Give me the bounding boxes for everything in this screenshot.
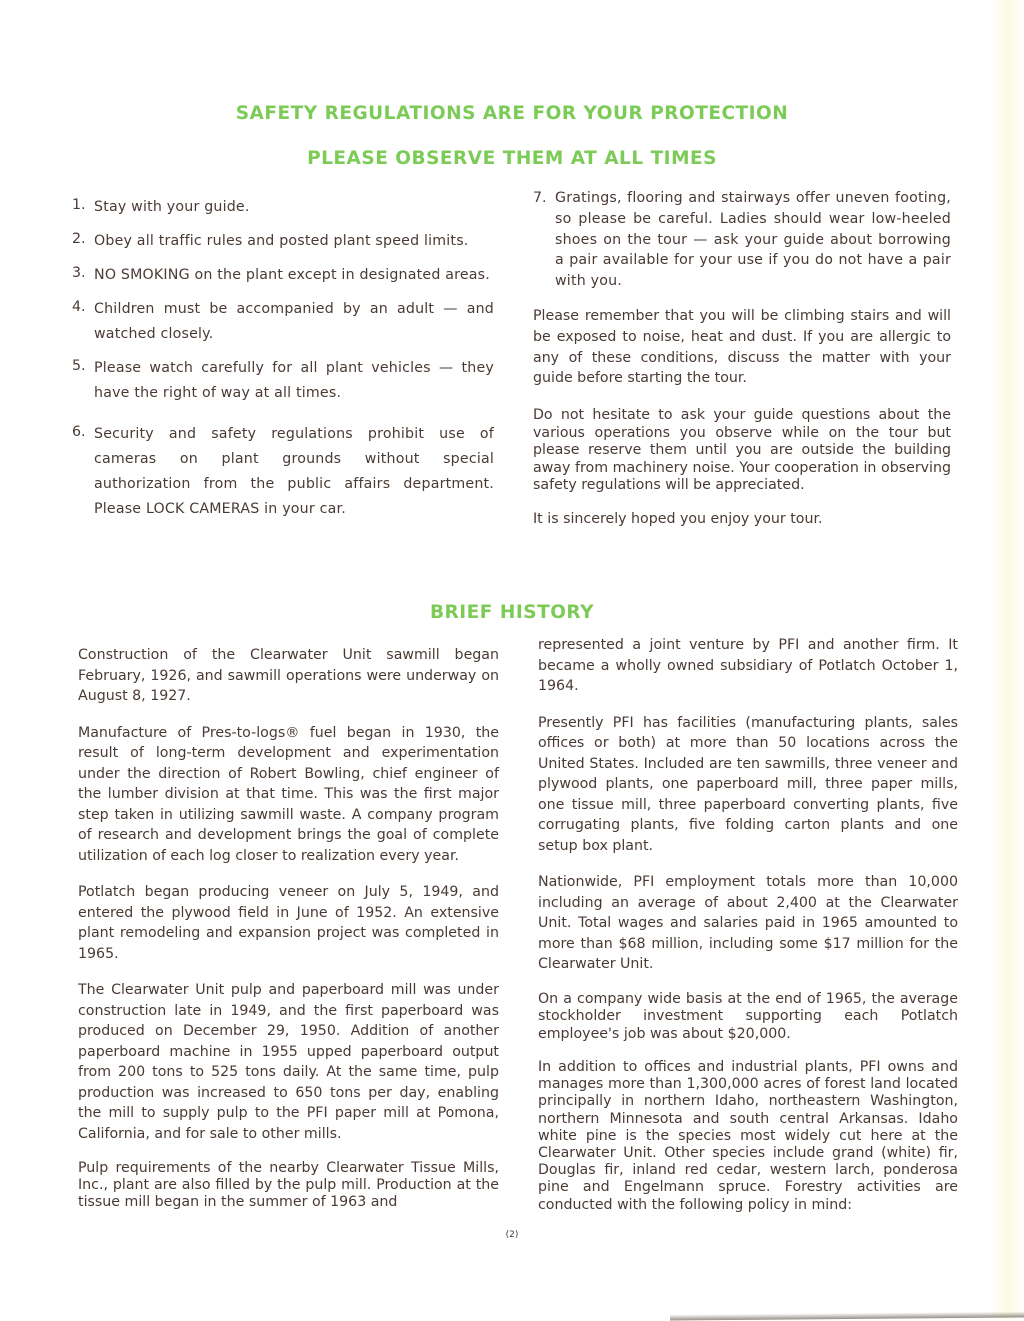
safety-rule [72,422,494,522]
rule-number: 5. [72,358,86,374]
safety-rule [533,188,951,292]
history-paragraph: Construction of the Clearwater Unit sawmill began February, 1926, and sawmill operations were underway on August 8, 1927. [78,647,499,704]
history-paragraph: Potlatch began producing veneer on July 5, 1949, and entered the plywood field in June of 1952. An extensive plant remodeling and expansion project was completed in 1965. [78,884,499,962]
history-right-column [538,635,958,1230]
page-number: (2) [505,1230,519,1240]
safety-rules-right-column [533,188,951,529]
rule-text: NO SMOKING on the plant except in designated areas. [94,267,490,283]
history-paragraph: On a company wide basis at the end of 1965, the average stockholder investment supporting each Potlatch employee's job was about $20,000. [538,990,958,1042]
safety-rules-left-column [72,195,494,532]
rule-number: 4. [72,299,86,315]
rule-text: Security and safety regulations prohibit use of cameras on plant grounds without special authorization from the public affairs department. Please LOCK CAMERAS in your car. [94,426,494,517]
rule-number: 6. [72,424,86,440]
history-paragraph: Nationwide, PFI employment totals more than 10,000 including an average of about 2,400 at the Clearwater Unit. Total wages and salaries paid in 1965 amounted to more than $68 million, including some $17 million for the Clearwater Unit. [538,874,958,972]
rule-text: Gratings, flooring and stairways offer uneven footing, so please be careful. Ladies should wear low-heeled shoes on the tour — ask your guide about borrowing a pair available for your use if you do not have a pair with you. [555,190,951,290]
rule-number: 1. [72,197,86,213]
rule-number: 3. [72,265,86,281]
history-paragraph: Pulp requirements of the nearby Clearwater Tissue Mills, Inc., plant are also filled by the pulp mill. Production at the tissue mill began in the summer of 1963 and [78,1160,499,1211]
rule-text: Children must be accompanied by an adult — and watched closely. [94,301,494,342]
history-paragraph: In addition to offices and industrial plants, PFI owns and manages more than 1,300,000 acres of forest land located principally in northern Idaho, northeastern Washington, northern Minnesota and south central Arkansas. Idaho white pine is the species most widely cut here at the Clearwater Unit. Other species include grand (white) fir, Douglas fir, inland red cedar, western larch, ponderosa pine and Engelmann spruce. Forestry activities are conducted with the following policy in mind: [538,1059,958,1213]
page-bottom-shadow [670,1311,1024,1320]
history-left-column [78,645,499,1228]
safety-rule [72,297,494,347]
safety-rule [72,356,494,406]
remember-paragraph: Please remember that you will be climbing stairs and will be exposed to noise, heat and dust. If you are allergic to any of these conditions, discuss the matter with your guide before starting the tour. [533,307,951,387]
safety-rule [72,229,494,254]
safety-subtitle: PLEASE OBSERVE THEM AT ALL TIMES [307,148,717,169]
rule-text: Obey all traffic rules and posted plant speed limits. [94,233,469,249]
enjoy-tour-paragraph: It is sincerely hoped you enjoy your tour. [533,510,823,527]
history-paragraph: represented a joint venture by PFI and another firm. It became a wholly owned subsidiary of Potlatch October 1, 1964. [538,637,958,694]
history-paragraph: Manufacture of Pres-to-logs® fuel began in 1930, the result of long-term development and experimentation under the direction of Robert Bowling, chief engineer of the lumber division at that time. This was the first major step taken in utilizing sawmill waste. A company program of research and development brings the goal of complete utilization of each log closer to realization every year. [78,724,499,864]
safety-rule [72,195,494,220]
history-paragraph: The Clearwater Unit pulp and paperboard mill was under construction late in 1949, and the first paperboard was produced on December 29, 1950. Addition of another paperboard machine in 1955 upped paperboard output from 200 tons to 525 tons daily. At the same time, pulp production was increased to 650 tons per day, enabling the mill to supply pulp to the PFI paper mill at Pomona, California, and for sale to other mills. [78,982,499,1142]
rule-number: 7. [533,190,547,206]
rule-number: 2. [72,231,86,247]
rule-text: Stay with your guide. [94,199,250,215]
safety-rule [72,263,494,288]
safety-title: SAFETY REGULATIONS ARE FOR YOUR PROTECTION [235,103,789,124]
rule-text: Please watch carefully for all plant vehicles — they have the right of way at all times. [94,360,494,401]
questions-paragraph: Do not hesitate to ask your guide questions about the various operations you observe while on the tour but please reserve them until you are outside the building away from machinery noise. Your cooperation in observing safety regulations will be appreciated. [533,407,951,494]
paper-edge-stain [990,0,1024,1319]
history-paragraph: Presently PFI has facilities (manufacturing plants, sales offices or both) at more than 50 locations across the United States. Included are ten sawmills, three veneer and plywood plants, one paperboard mill, three paper mills, one tissue mill, three paperboard converting plants, five corrugating plants, five folding carton plants and one setup box plant. [538,714,958,854]
history-title: BRIEF HISTORY [429,602,595,623]
